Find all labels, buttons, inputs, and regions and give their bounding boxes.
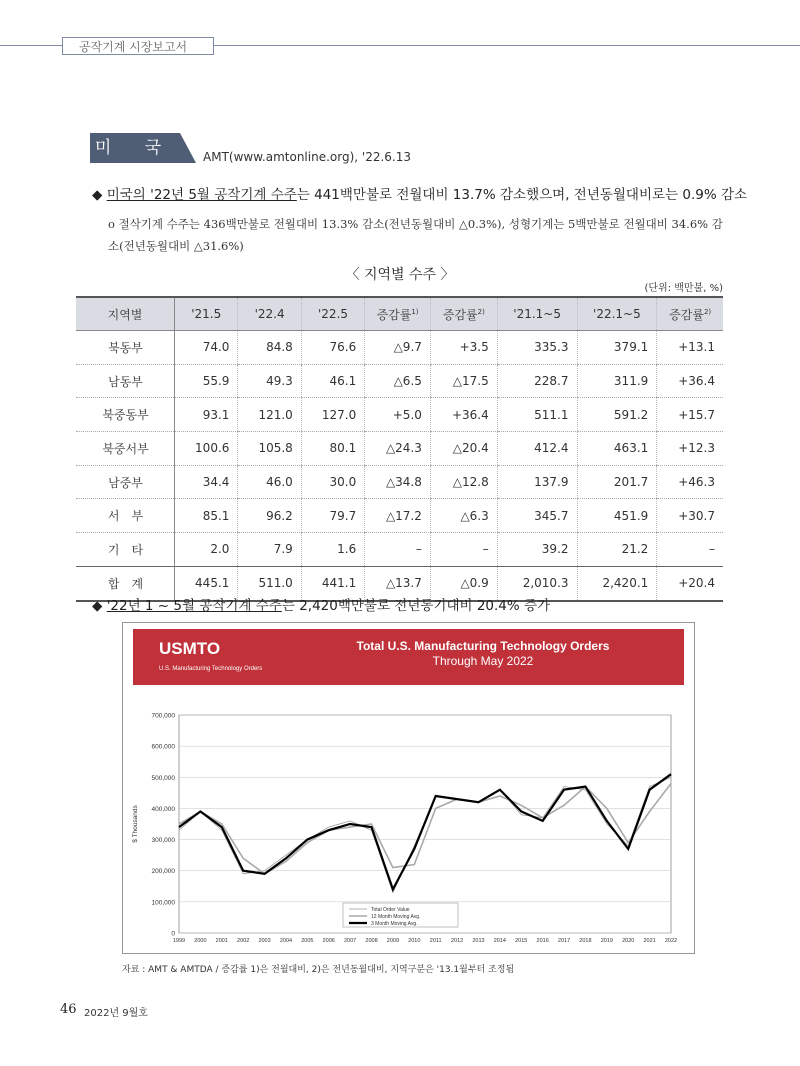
x-tick-label: 2015 bbox=[515, 938, 528, 944]
value-cell: 34.4 bbox=[175, 465, 238, 499]
value-cell: – bbox=[657, 533, 723, 567]
region-cell: 북중동부 bbox=[76, 398, 175, 432]
value-cell: 511.1 bbox=[497, 398, 577, 432]
header-title: 공작기계 시장보고서 bbox=[79, 40, 188, 54]
value-cell: 46.0 bbox=[238, 465, 301, 499]
region-badge-arrow bbox=[180, 133, 196, 163]
value-cell: 345.7 bbox=[497, 499, 577, 533]
legend-label: Total Order Value bbox=[371, 907, 410, 913]
value-cell: △12.8 bbox=[430, 465, 497, 499]
table-header: 증감률$^{2)}$ bbox=[657, 297, 723, 331]
x-tick-label: 2011 bbox=[429, 938, 442, 944]
y-tick-label: 100,000 bbox=[151, 899, 175, 907]
table-header: 증감률$^{2)}$ bbox=[430, 297, 497, 331]
value-cell: +20.4 bbox=[657, 566, 723, 600]
value-cell: – bbox=[430, 533, 497, 567]
headline-1-underlined: 미국의 '22년 5월 공작기계 수주 bbox=[106, 187, 297, 203]
x-tick-label: 2012 bbox=[450, 938, 464, 944]
region-cell: 남중부 bbox=[76, 465, 175, 499]
value-cell: 379.1 bbox=[577, 331, 657, 365]
header-tab bbox=[62, 37, 214, 55]
chart-title-line-1: Total U.S. Manufacturing Technology Orders bbox=[356, 639, 610, 653]
value-cell: +13.1 bbox=[657, 331, 723, 365]
y-tick-label: 0 bbox=[171, 930, 175, 938]
region-cell: 서 부 bbox=[76, 499, 175, 533]
detail-bullet: o 절삭기계 수주는 436백만불로 전월대비 13.3% 감소(전년동월대비 △0.3%), 성형기계는 5백만불로 전월대비 34.6% 감소(전년동월대비 △31.6%) bbox=[108, 217, 723, 253]
value-cell: 451.9 bbox=[577, 499, 657, 533]
value-cell: 335.3 bbox=[497, 331, 577, 365]
value-cell: △17.5 bbox=[430, 364, 497, 398]
value-cell: 201.7 bbox=[577, 465, 657, 499]
value-cell: 412.4 bbox=[497, 432, 577, 466]
table-header: '21.1~5 bbox=[497, 297, 577, 331]
value-cell: 591.2 bbox=[577, 398, 657, 432]
region-label: 미 국 bbox=[90, 133, 180, 163]
value-cell: 511.0 bbox=[238, 566, 301, 600]
region-cell: 남동부 bbox=[76, 364, 175, 398]
value-cell: +15.7 bbox=[657, 398, 723, 432]
value-cell: 79.7 bbox=[301, 499, 364, 533]
table-header: 증감률$^{1)}$ bbox=[365, 297, 431, 331]
value-cell: △9.7 bbox=[365, 331, 431, 365]
value-cell: 49.3 bbox=[238, 364, 301, 398]
y-tick-label: 200,000 bbox=[151, 868, 175, 876]
value-cell: +3.5 bbox=[430, 331, 497, 365]
x-tick-label: 2016 bbox=[536, 938, 549, 944]
value-cell: △17.2 bbox=[365, 499, 431, 533]
x-tick-label: 2003 bbox=[258, 938, 271, 944]
x-tick-label: 2000 bbox=[194, 938, 207, 944]
table-header: '22.1~5 bbox=[577, 297, 657, 331]
headline-1-rest: 는 441백만불로 전월대비 13.7% 감소했으며, 전년동월대비로는 0.9% 감소 bbox=[296, 187, 748, 203]
table-row bbox=[76, 364, 723, 398]
value-cell: 127.0 bbox=[301, 398, 364, 432]
value-cell: △24.3 bbox=[365, 432, 431, 466]
value-cell: △13.7 bbox=[365, 566, 431, 600]
value-cell: 80.1 bbox=[301, 432, 364, 466]
chart-title-line-2: Through May 2022 bbox=[432, 654, 534, 668]
value-cell: 39.2 bbox=[497, 533, 577, 567]
y-axis-label: $ Thousands bbox=[132, 805, 139, 843]
x-tick-label: 2002 bbox=[237, 938, 250, 944]
value-cell: 21.2 bbox=[577, 533, 657, 567]
value-cell: +46.3 bbox=[657, 465, 723, 499]
y-tick-label: 500,000 bbox=[151, 774, 175, 782]
y-tick-label: 700,000 bbox=[151, 712, 175, 720]
value-cell: △20.4 bbox=[430, 432, 497, 466]
value-cell: 441.1 bbox=[301, 566, 364, 600]
table-header: 지역별 bbox=[76, 297, 175, 331]
region-cell: 합 계 bbox=[76, 566, 175, 600]
usmto-logo: USMTO bbox=[159, 639, 221, 658]
value-cell: +36.4 bbox=[430, 398, 497, 432]
y-tick-label: 600,000 bbox=[151, 743, 175, 751]
headline-1 bbox=[92, 183, 747, 203]
value-cell: +12.3 bbox=[657, 432, 723, 466]
value-cell: △6.5 bbox=[365, 364, 431, 398]
value-cell: 46.1 bbox=[301, 364, 364, 398]
x-tick-label: 2005 bbox=[301, 938, 314, 944]
value-cell: 74.0 bbox=[175, 331, 238, 365]
value-cell: △34.8 bbox=[365, 465, 431, 499]
value-cell: 7.9 bbox=[238, 533, 301, 567]
value-cell: 93.1 bbox=[175, 398, 238, 432]
footnote: 자료 : AMT & AMTDA / 증감률 1)은 전월대비, 2)은 전년동월대비, 지역구분은 '13.1월부터 조정됨 bbox=[122, 965, 515, 975]
x-tick-label: 2017 bbox=[557, 938, 571, 944]
chart-frame bbox=[122, 622, 695, 954]
x-tick-label: 2013 bbox=[472, 938, 485, 944]
table-row bbox=[76, 533, 723, 567]
value-cell: 85.1 bbox=[175, 499, 238, 533]
value-cell: 228.7 bbox=[497, 364, 577, 398]
value-cell: 96.2 bbox=[238, 499, 301, 533]
table-row bbox=[76, 499, 723, 533]
headline-2-underlined: '22년 1 ~ 5월 공작기계 수주 bbox=[106, 598, 282, 614]
table-row bbox=[76, 331, 723, 365]
x-tick-label: 2006 bbox=[322, 938, 335, 944]
regional-orders-table bbox=[76, 296, 723, 602]
table-header: '22.5 bbox=[301, 297, 364, 331]
value-cell: +30.7 bbox=[657, 499, 723, 533]
chart-banner bbox=[133, 629, 684, 685]
x-tick-label: 2004 bbox=[279, 938, 293, 944]
x-tick-label: 2022 bbox=[664, 938, 678, 944]
table-header: '22.4 bbox=[238, 297, 301, 331]
value-cell: 100.6 bbox=[175, 432, 238, 466]
x-tick-label: 2021 bbox=[643, 938, 656, 944]
issue-label: 2022년 9월호 bbox=[84, 1008, 148, 1019]
x-tick-label: 2007 bbox=[344, 938, 357, 944]
headline-2-marker: ◆ bbox=[92, 598, 107, 614]
table-title: 〈 지역별 수주 〉 bbox=[345, 267, 455, 283]
value-cell: 2,420.1 bbox=[577, 566, 657, 600]
table-row bbox=[76, 398, 723, 432]
table-header-row bbox=[76, 297, 723, 331]
value-cell: 105.8 bbox=[238, 432, 301, 466]
value-cell: 30.0 bbox=[301, 465, 364, 499]
y-tick-label: 300,000 bbox=[151, 837, 175, 845]
x-tick-label: 2009 bbox=[386, 938, 400, 944]
headline-2-rest: 는 2,420백만불로 전년동기대비 20.4% 증가 bbox=[281, 598, 551, 614]
value-cell: +5.0 bbox=[365, 398, 431, 432]
value-cell: +36.4 bbox=[657, 364, 723, 398]
value-cell: 2.0 bbox=[175, 533, 238, 567]
value-cell: 445.1 bbox=[175, 566, 238, 600]
region-cell: 북중서부 bbox=[76, 432, 175, 466]
orders-line-chart bbox=[123, 693, 694, 953]
table-unit: (단위: 백만불, %) bbox=[644, 283, 723, 294]
x-tick-label: 2001 bbox=[215, 938, 228, 944]
value-cell: 1.6 bbox=[301, 533, 364, 567]
table-row bbox=[76, 465, 723, 499]
headline-2 bbox=[92, 594, 550, 614]
legend-label: 3 Month Moving Avg. bbox=[371, 921, 418, 927]
value-cell: 2,010.3 bbox=[497, 566, 577, 600]
x-tick-label: 2010 bbox=[408, 938, 421, 944]
value-cell: 84.8 bbox=[238, 331, 301, 365]
value-cell: 463.1 bbox=[577, 432, 657, 466]
x-tick-label: 2014 bbox=[493, 938, 506, 944]
value-cell: 76.6 bbox=[301, 331, 364, 365]
headline-1-marker: ◆ bbox=[92, 187, 107, 203]
region-cell: 북동부 bbox=[76, 331, 175, 365]
x-tick-label: 2008 bbox=[365, 938, 378, 944]
region-badge bbox=[90, 133, 195, 163]
page-number: 46 bbox=[60, 1002, 77, 1017]
x-tick-label: 2019 bbox=[600, 938, 613, 944]
value-cell: – bbox=[365, 533, 431, 567]
usmto-logo-subtitle: U.S. Manufacturing Technology Orders bbox=[159, 666, 263, 672]
region-cell: 기 타 bbox=[76, 533, 175, 567]
chart-title bbox=[323, 639, 643, 669]
source-line: AMT(www.amtonline.org), '22.6.13 bbox=[203, 150, 411, 164]
value-cell: 121.0 bbox=[238, 398, 301, 432]
x-tick-label: 2018 bbox=[579, 938, 592, 944]
value-cell: 55.9 bbox=[175, 364, 238, 398]
y-tick-label: 400,000 bbox=[151, 805, 175, 813]
value-cell: △6.3 bbox=[430, 499, 497, 533]
table-header: '21.5 bbox=[175, 297, 238, 331]
x-tick-label: 1999 bbox=[172, 938, 186, 944]
table-row bbox=[76, 432, 723, 466]
value-cell: 137.9 bbox=[497, 465, 577, 499]
value-cell: △0.9 bbox=[430, 566, 497, 600]
legend-label: 12 Month Moving Avg. bbox=[371, 914, 421, 920]
x-tick-label: 2020 bbox=[622, 938, 635, 944]
value-cell: 311.9 bbox=[577, 364, 657, 398]
